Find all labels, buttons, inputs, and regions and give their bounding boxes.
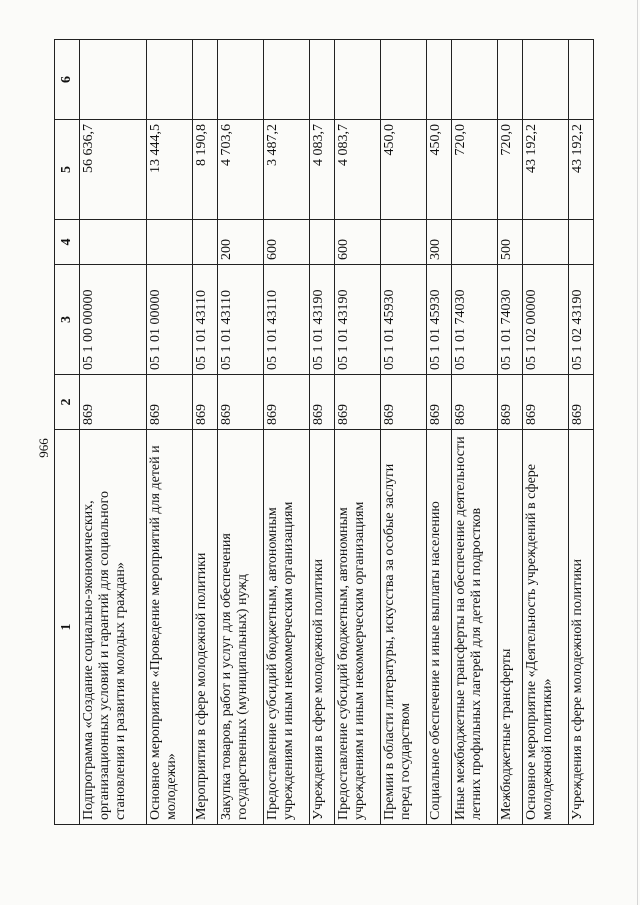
table-cell-c3: 05 1 01 45930 xyxy=(380,265,426,375)
table-cell-c1: Подпрограмма «Создание социально-экономических, организационных условий и гарантий для социального становления и развития молодых граждан» xyxy=(80,430,147,825)
scan-edge-line xyxy=(637,0,638,905)
table-cell-c5: 720,0 xyxy=(497,120,522,220)
table-cell-c5: 4 703,6 xyxy=(218,120,264,220)
table-cell-c4: 500 xyxy=(497,220,522,265)
table-cell-c6 xyxy=(310,40,335,120)
table-cell-c5: 450,0 xyxy=(380,120,426,220)
table-cell-c1: Предоставление субсидий бюджетным, автономным учреждениям и иным некоммерческим организациям xyxy=(264,430,310,825)
table-cell-c5: 13 444,5 xyxy=(147,120,193,220)
table-cell-c3: 05 1 01 00000 xyxy=(147,265,193,375)
table-row xyxy=(497,40,522,825)
table-row xyxy=(334,40,380,825)
column-header: 1 xyxy=(55,430,80,825)
table-cell-c1: Иные межбюджетные трансферты на обеспечение деятельности летних профильных лагерей для детей и подростков xyxy=(451,430,497,825)
table-cell-c2: 869 xyxy=(451,375,497,430)
table-cell-c2: 869 xyxy=(522,375,568,430)
table-cell-c3: 05 1 01 74030 xyxy=(497,265,522,375)
table-cell-c1: Закупка товаров, работ и услуг для обеспечения государственных (муниципальных) нужд xyxy=(218,430,264,825)
table-row xyxy=(310,40,335,825)
table-cell-c3: 05 1 02 00000 xyxy=(522,265,568,375)
table-cell-c1: Мероприятия в сфере молодежной политики xyxy=(193,430,218,825)
table-cell-c2: 869 xyxy=(310,375,335,430)
table-cell-c4: 600 xyxy=(264,220,310,265)
table-cell-c4 xyxy=(193,220,218,265)
table-cell-c3: 05 1 01 43110 xyxy=(264,265,310,375)
table-cell-c6 xyxy=(193,40,218,120)
table-row xyxy=(568,40,593,825)
rotated-table-wrapper xyxy=(54,40,594,825)
table-cell-c3: 05 1 01 43190 xyxy=(334,265,380,375)
table-cell-c1: Межбюджетные трансферты xyxy=(497,430,522,825)
table-row xyxy=(380,40,426,825)
budget-table xyxy=(54,39,594,825)
table-cell-c6 xyxy=(497,40,522,120)
table-row xyxy=(147,40,193,825)
column-header: 2 xyxy=(55,375,80,430)
table-body xyxy=(80,40,594,825)
table-cell-c3: 05 1 01 74030 xyxy=(451,265,497,375)
table-cell-c3: 05 1 02 43190 xyxy=(568,265,593,375)
table-row xyxy=(264,40,310,825)
table-cell-c5: 56 636,7 xyxy=(80,120,147,220)
table-cell-c3: 05 1 01 45930 xyxy=(426,265,451,375)
table-cell-c2: 869 xyxy=(380,375,426,430)
table-cell-c3: 05 1 01 43110 xyxy=(218,265,264,375)
table-row xyxy=(80,40,147,825)
table-cell-c5: 43 192,2 xyxy=(522,120,568,220)
column-header: 5 xyxy=(55,120,80,220)
table-cell-c1: Премии в области литературы, искусства за особые заслуги перед государством xyxy=(380,430,426,825)
table-cell-c6 xyxy=(264,40,310,120)
table-cell-c2: 869 xyxy=(193,375,218,430)
table-cell-c1: Учреждения в сфере молодежной политики xyxy=(568,430,593,825)
table-cell-c6 xyxy=(80,40,147,120)
table-cell-c5: 450,0 xyxy=(426,120,451,220)
table-cell-c6 xyxy=(380,40,426,120)
page-number: 966 xyxy=(36,438,51,458)
table-cell-c4 xyxy=(568,220,593,265)
column-header: 4 xyxy=(55,220,80,265)
column-header: 6 xyxy=(55,40,80,120)
table-cell-c2: 869 xyxy=(218,375,264,430)
table-cell-c1: Социальное обеспечение и иные выплаты населению xyxy=(426,430,451,825)
table-cell-c6 xyxy=(218,40,264,120)
table-cell-c4: 200 xyxy=(218,220,264,265)
table-row xyxy=(451,40,497,825)
table-cell-c2: 869 xyxy=(147,375,193,430)
table-cell-c4 xyxy=(451,220,497,265)
table-cell-c6 xyxy=(147,40,193,120)
table-cell-c5: 3 487,2 xyxy=(264,120,310,220)
column-header: 3 xyxy=(55,265,80,375)
table-cell-c6 xyxy=(451,40,497,120)
table-cell-c5: 4 083,7 xyxy=(310,120,335,220)
table-cell-c5: 4 083,7 xyxy=(334,120,380,220)
table-cell-c3: 05 1 00 00000 xyxy=(80,265,147,375)
table-cell-c6 xyxy=(334,40,380,120)
table-cell-c1: Основное мероприятие «Деятельность учреждений в сфере молодежной политики» xyxy=(522,430,568,825)
table-cell-c2: 869 xyxy=(80,375,147,430)
table-row xyxy=(522,40,568,825)
table-row xyxy=(193,40,218,825)
table-cell-c2: 869 xyxy=(497,375,522,430)
table-cell-c2: 869 xyxy=(334,375,380,430)
table-cell-c4 xyxy=(310,220,335,265)
table-cell-c5: 43 192,2 xyxy=(568,120,593,220)
table-cell-c6 xyxy=(522,40,568,120)
table-cell-c4 xyxy=(522,220,568,265)
table-cell-c5: 720,0 xyxy=(451,120,497,220)
table-cell-c2: 869 xyxy=(568,375,593,430)
table-cell-c3: 05 1 01 43190 xyxy=(310,265,335,375)
table-cell-c4 xyxy=(80,220,147,265)
table-row xyxy=(218,40,264,825)
table-cell-c4 xyxy=(380,220,426,265)
table-cell-c2: 869 xyxy=(264,375,310,430)
table-cell-c4 xyxy=(147,220,193,265)
table-cell-c1: Учреждения в сфере молодежной политики xyxy=(310,430,335,825)
table-cell-c1: Предоставление субсидий бюджетным, автономным учреждениям и иным некоммерческим организациям xyxy=(334,430,380,825)
table-cell-c5: 8 190,8 xyxy=(193,120,218,220)
table-cell-c4: 600 xyxy=(334,220,380,265)
table-header-row xyxy=(55,40,80,825)
table-cell-c6 xyxy=(568,40,593,120)
table-cell-c3: 05 1 01 43110 xyxy=(193,265,218,375)
table-cell-c4: 300 xyxy=(426,220,451,265)
table-cell-c2: 869 xyxy=(426,375,451,430)
table-cell-c6 xyxy=(426,40,451,120)
table-cell-c1: Основное мероприятие «Проведение мероприятий для детей и молодежи» xyxy=(147,430,193,825)
table-row xyxy=(426,40,451,825)
